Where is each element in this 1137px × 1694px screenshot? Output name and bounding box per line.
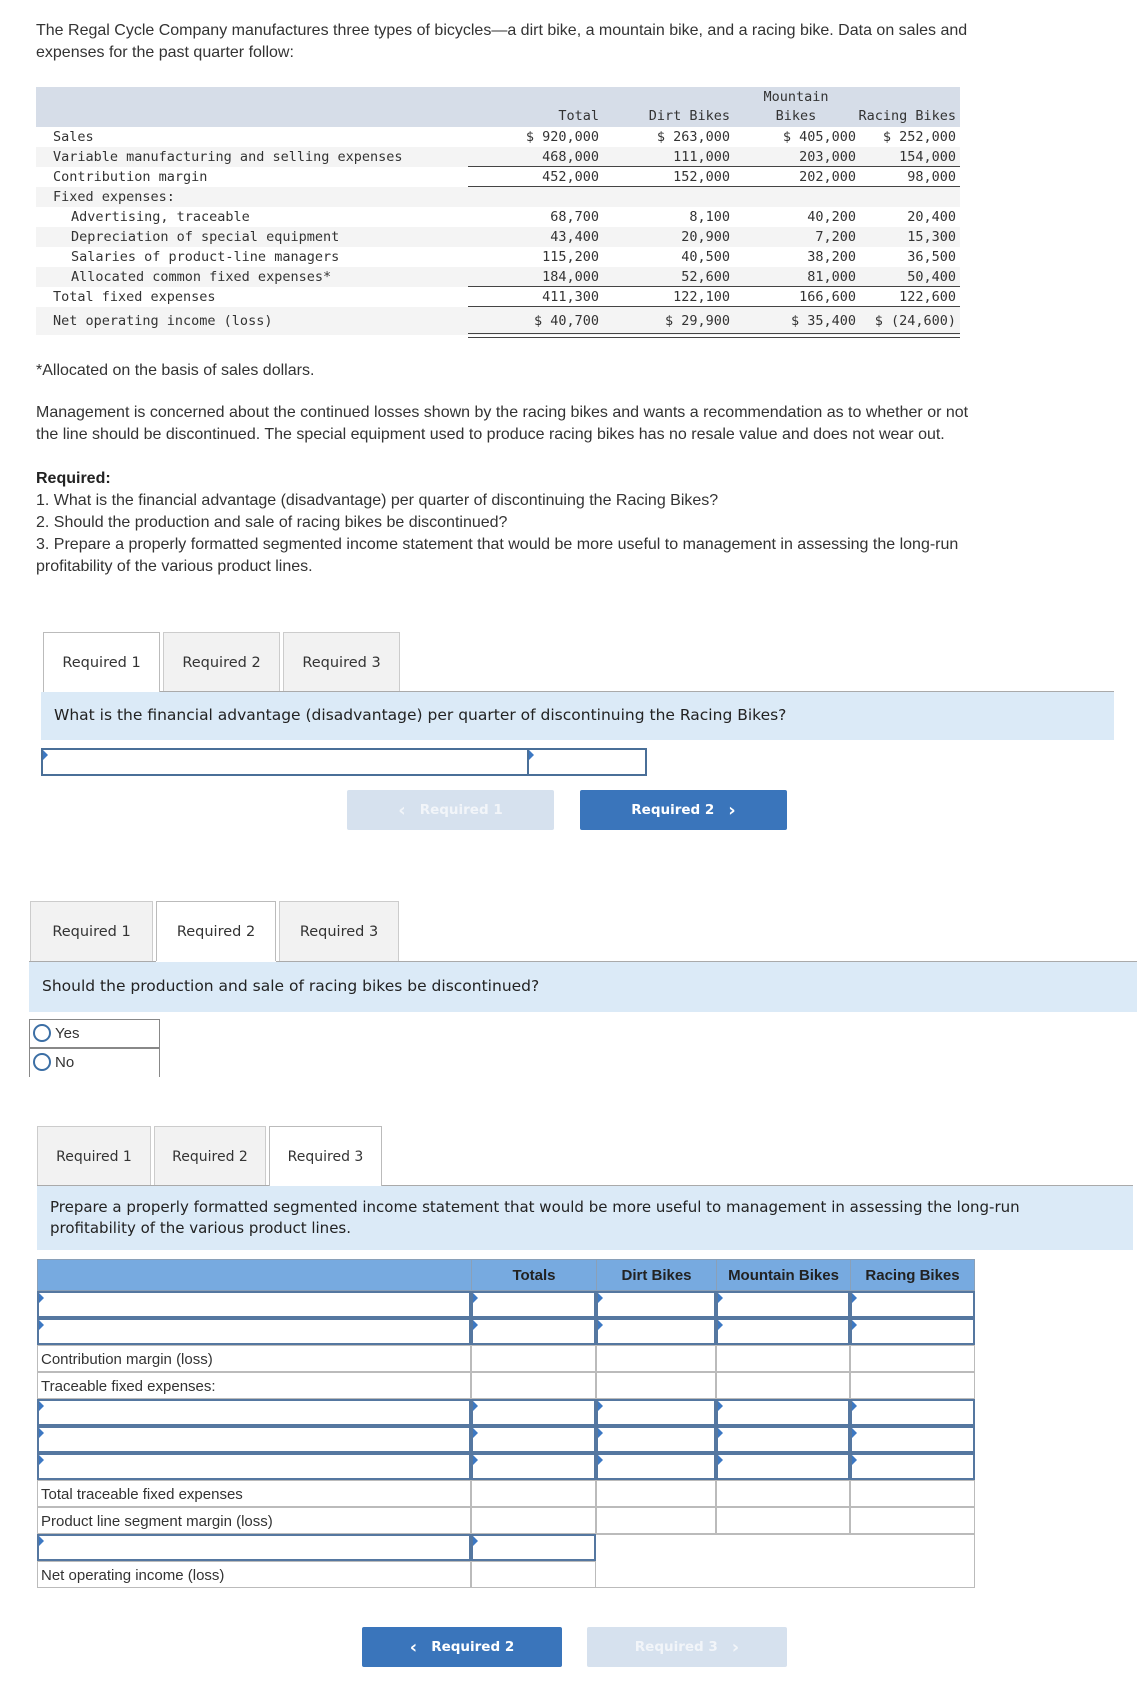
table-row bbox=[36, 187, 960, 207]
col-header-mountain: Mountain Bikes bbox=[716, 1259, 851, 1291]
input-racing[interactable] bbox=[850, 1426, 975, 1453]
input-totals[interactable] bbox=[471, 1453, 596, 1480]
cell-mountain: 81,000 bbox=[807, 269, 856, 285]
dropdown-flag-icon bbox=[529, 750, 534, 760]
dropdown-flag-icon bbox=[39, 1455, 44, 1465]
dropdown-flag-icon bbox=[473, 1455, 478, 1465]
row-label: Total fixed expenses bbox=[53, 289, 216, 305]
row-label: Depreciation of special equipment bbox=[71, 229, 340, 245]
row-label: Salaries of product-line managers bbox=[71, 249, 340, 265]
dropdown-flag-icon bbox=[718, 1293, 723, 1303]
row-label: Allocated common fixed expenses* bbox=[71, 269, 332, 285]
col-header-dirt: Dirt Bikes bbox=[596, 1259, 717, 1291]
cell-dirt: 8,100 bbox=[689, 209, 730, 225]
prompt-band: What is the financial advantage (disadvantage) per quarter of discontinuing the Racing Bikes? bbox=[41, 692, 1114, 740]
cell-total: 184,000 bbox=[542, 269, 599, 285]
cell-dirt bbox=[596, 1345, 716, 1372]
prompt-band: Should the production and sale of racing bikes be discontinued? bbox=[29, 962, 1137, 1012]
dropdown-flag-icon bbox=[39, 1293, 44, 1303]
cell-racing bbox=[850, 1345, 975, 1372]
advantage-label-input[interactable] bbox=[41, 748, 530, 776]
cell-dirt bbox=[596, 1480, 716, 1507]
row-label: Variable manufacturing and selling expenses bbox=[53, 149, 403, 165]
input-racing[interactable] bbox=[850, 1453, 975, 1480]
dropdown-flag-icon bbox=[598, 1401, 603, 1411]
option-no[interactable]: No bbox=[29, 1048, 160, 1077]
radio-yes[interactable] bbox=[33, 1024, 51, 1042]
cell-dirt: $ 29,900 bbox=[664, 313, 730, 329]
table-row bbox=[36, 167, 960, 187]
dropdown-flag-icon bbox=[718, 1401, 723, 1411]
dropdown-flag-icon bbox=[718, 1428, 723, 1438]
table-row bbox=[36, 247, 960, 267]
col-header-label bbox=[37, 1259, 472, 1291]
dropdown-flag-icon bbox=[473, 1320, 478, 1330]
prompt-band: Prepare a properly formatted segmented income statement that would be more useful to management in assessing the long-run profitability of the various product lines. bbox=[37, 1186, 1133, 1250]
cell-racing: $ (24,600) bbox=[874, 313, 956, 329]
cell-totals bbox=[471, 1345, 596, 1372]
option-yes[interactable]: Yes bbox=[29, 1019, 160, 1048]
sales-expenses-table bbox=[36, 87, 960, 335]
cell-racing bbox=[850, 1480, 975, 1507]
input-dirt[interactable] bbox=[596, 1399, 716, 1426]
tab-required-2[interactable]: Required 2 bbox=[163, 632, 280, 692]
cell-total: 43,400 bbox=[550, 229, 599, 245]
cell-label: Product line segment margin (loss) bbox=[37, 1507, 471, 1534]
dropdown-flag-icon bbox=[43, 750, 48, 760]
col-header-racing: Racing Bikes bbox=[858, 108, 956, 124]
cell-mountain: 166,600 bbox=[799, 289, 856, 305]
col-header-mountain-1: Mountain bbox=[763, 89, 829, 105]
cell-dirt: 20,900 bbox=[681, 229, 730, 245]
cell-mountain: 203,000 bbox=[799, 149, 856, 165]
tab-required-2[interactable]: Required 2 bbox=[156, 901, 276, 961]
footnote: *Allocated on the basis of sales dollars. bbox=[36, 362, 315, 379]
input-totals[interactable] bbox=[471, 1318, 596, 1345]
cell-mountain: 38,200 bbox=[807, 249, 856, 265]
dropdown-flag-icon bbox=[852, 1293, 857, 1303]
col-header-racing: Racing Bikes bbox=[850, 1259, 975, 1291]
prev-required-button[interactable]: ‹ Required 2 bbox=[362, 1627, 562, 1667]
cell-racing: 122,600 bbox=[899, 289, 956, 305]
cell-racing: 36,500 bbox=[907, 249, 956, 265]
dropdown-flag-icon bbox=[39, 1320, 44, 1330]
advantage-amount-input[interactable] bbox=[527, 748, 647, 776]
cell-totals bbox=[471, 1507, 596, 1534]
dropdown-flag-icon bbox=[718, 1320, 723, 1330]
chevron-left-icon: ‹ bbox=[409, 1636, 418, 1658]
dropdown-flag-icon bbox=[39, 1536, 44, 1546]
tab-required-1[interactable]: Required 1 bbox=[43, 632, 160, 692]
required-heading: Required: bbox=[36, 470, 111, 487]
intro-text: The Regal Cycle Company manufactures three types of bicycles—a dirt bike, a mountain bike, and a racing bike. Data on sales and expenses for the past quarter follow: bbox=[36, 22, 968, 61]
dropdown-flag-icon bbox=[473, 1293, 478, 1303]
cell-dirt: 152,000 bbox=[673, 169, 730, 185]
next-required-button[interactable]: Required 2 › bbox=[580, 790, 787, 830]
dropdown-flag-icon bbox=[852, 1428, 857, 1438]
chevron-left-icon: ‹ bbox=[398, 799, 406, 821]
row-label: Advertising, traceable bbox=[71, 209, 250, 225]
input-dirt[interactable] bbox=[596, 1318, 716, 1345]
input-mountain[interactable] bbox=[716, 1426, 850, 1453]
tab-required-3[interactable]: Required 3 bbox=[279, 901, 399, 961]
table-header bbox=[36, 87, 960, 127]
dropdown-flag-icon bbox=[473, 1428, 478, 1438]
cell-dirt bbox=[596, 1507, 716, 1534]
input-label[interactable] bbox=[37, 1453, 471, 1480]
input-racing[interactable] bbox=[850, 1399, 975, 1426]
cell-mountain bbox=[716, 1480, 850, 1507]
cell-total: 115,200 bbox=[542, 249, 599, 265]
required-list: Required: 1. What is the financial advantage (disadvantage) per quarter of discontinuing the Racing Bikes? 2. Should the production and sale of racing bikes be discontinued? 3. Prepare a properly formatted segmented income statement that would be more useful to management in assessing the long-run profitability of the various product lines. bbox=[36, 470, 959, 575]
cell-totals bbox=[471, 1480, 596, 1507]
input-label[interactable] bbox=[37, 1426, 471, 1453]
tab-required-1[interactable]: Required 1 bbox=[30, 901, 153, 961]
input-mountain[interactable] bbox=[716, 1399, 850, 1426]
cell-total: 452,000 bbox=[542, 169, 599, 185]
cell-total: 68,700 bbox=[550, 209, 599, 225]
cell-total: $ 920,000 bbox=[525, 129, 599, 145]
cell-total: $ 40,700 bbox=[533, 313, 599, 329]
cell-racing: 50,400 bbox=[907, 269, 956, 285]
cell-mountain: 202,000 bbox=[799, 169, 856, 185]
table-row bbox=[36, 287, 960, 307]
tab-required-2[interactable]: Required 2 bbox=[154, 1126, 266, 1186]
cell-dirt: $ 263,000 bbox=[656, 129, 730, 145]
input-label[interactable] bbox=[37, 1399, 471, 1426]
table-row bbox=[36, 227, 960, 247]
input-totals[interactable] bbox=[471, 1291, 596, 1318]
cell-mountain: 7,200 bbox=[815, 229, 856, 245]
dropdown-flag-icon bbox=[852, 1401, 857, 1411]
cell-totals bbox=[471, 1561, 596, 1588]
cell-dirt: 52,600 bbox=[681, 269, 730, 285]
next-required-button[interactable]: Required 3 › bbox=[587, 1627, 787, 1667]
tab-required-1[interactable]: Required 1 bbox=[37, 1126, 151, 1186]
dropdown-flag-icon bbox=[852, 1455, 857, 1465]
row-label: Sales bbox=[53, 129, 94, 145]
cell-racing: 20,400 bbox=[907, 209, 956, 225]
input-totals[interactable] bbox=[471, 1534, 596, 1561]
col-header-total: Total bbox=[558, 108, 599, 124]
input-racing[interactable] bbox=[850, 1291, 975, 1318]
cell-mountain: $ 35,400 bbox=[790, 313, 856, 329]
cell-dirt: 111,000 bbox=[673, 149, 730, 165]
table-row bbox=[36, 307, 960, 335]
input-label[interactable] bbox=[37, 1318, 471, 1345]
row-label: Fixed expenses: bbox=[53, 189, 175, 205]
tab-required-3[interactable]: Required 3 bbox=[283, 632, 400, 692]
input-totals[interactable] bbox=[471, 1399, 596, 1426]
cell-racing: 154,000 bbox=[899, 149, 956, 165]
radio-no[interactable] bbox=[33, 1053, 51, 1071]
input-label[interactable] bbox=[37, 1291, 471, 1318]
cell-label: Contribution margin (loss) bbox=[37, 1345, 471, 1372]
cell-racing: $ 252,000 bbox=[882, 129, 956, 145]
col-header-mountain-2: Bikes bbox=[775, 108, 817, 124]
table-row bbox=[36, 267, 960, 287]
prev-required-button[interactable]: ‹ Required 1 bbox=[347, 790, 554, 830]
cell-label: Total traceable fixed expenses bbox=[37, 1480, 471, 1507]
col-header-totals: Totals bbox=[471, 1259, 597, 1291]
input-mountain[interactable] bbox=[716, 1318, 850, 1345]
input-mountain[interactable] bbox=[716, 1453, 850, 1480]
cell-total: 411,300 bbox=[542, 289, 599, 305]
cell-label: Net operating income (loss) bbox=[37, 1561, 471, 1588]
input-dirt[interactable] bbox=[596, 1426, 716, 1453]
row-label: Contribution margin bbox=[53, 169, 208, 185]
dropdown-flag-icon bbox=[598, 1320, 603, 1330]
table-row bbox=[36, 127, 960, 147]
cell-dirt bbox=[596, 1372, 716, 1399]
cell-totals bbox=[471, 1372, 596, 1399]
cell-mountain bbox=[716, 1345, 850, 1372]
input-dirt[interactable] bbox=[596, 1291, 716, 1318]
dropdown-flag-icon bbox=[473, 1401, 478, 1411]
cell-dirt: 40,500 bbox=[681, 249, 730, 265]
cell-dirt: 122,100 bbox=[673, 289, 730, 305]
chevron-right-icon: › bbox=[731, 1636, 740, 1658]
management-text: Management is concerned about the continued losses shown by the racing bikes and wants a recommendation as to whether or not the line should be discontinued. The special equipment used to produce racing bikes has no resale value and does not wear out. bbox=[36, 404, 969, 443]
tab-required-3[interactable]: Required 3 bbox=[269, 1126, 382, 1186]
input-label[interactable] bbox=[37, 1534, 471, 1561]
cell-racing: 15,300 bbox=[907, 229, 956, 245]
dropdown-flag-icon bbox=[852, 1320, 857, 1330]
input-dirt[interactable] bbox=[596, 1453, 716, 1480]
dropdown-flag-icon bbox=[598, 1428, 603, 1438]
cell-racing bbox=[850, 1372, 975, 1399]
input-racing[interactable] bbox=[850, 1318, 975, 1345]
dropdown-flag-icon bbox=[598, 1455, 603, 1465]
cell-mountain bbox=[716, 1372, 850, 1399]
cell-racing bbox=[850, 1507, 975, 1534]
dropdown-flag-icon bbox=[598, 1293, 603, 1303]
cell-mountain: $ 405,000 bbox=[782, 129, 856, 145]
col-header-dirt: Dirt Bikes bbox=[648, 108, 730, 124]
dropdown-flag-icon bbox=[39, 1428, 44, 1438]
cell-total: 468,000 bbox=[542, 149, 599, 165]
input-mountain[interactable] bbox=[716, 1291, 850, 1318]
row-label: Net operating income (loss) bbox=[53, 313, 273, 329]
input-totals[interactable] bbox=[471, 1426, 596, 1453]
dropdown-flag-icon bbox=[39, 1401, 44, 1411]
table-row bbox=[36, 147, 960, 167]
cell-mountain: 40,200 bbox=[807, 209, 856, 225]
cell-racing: 98,000 bbox=[907, 169, 956, 185]
cell-label: Traceable fixed expenses: bbox=[37, 1372, 471, 1399]
chevron-right-icon: › bbox=[728, 799, 736, 821]
cell-mountain bbox=[716, 1507, 850, 1534]
dropdown-flag-icon bbox=[473, 1536, 478, 1546]
table-row bbox=[36, 207, 960, 227]
dropdown-flag-icon bbox=[718, 1455, 723, 1465]
